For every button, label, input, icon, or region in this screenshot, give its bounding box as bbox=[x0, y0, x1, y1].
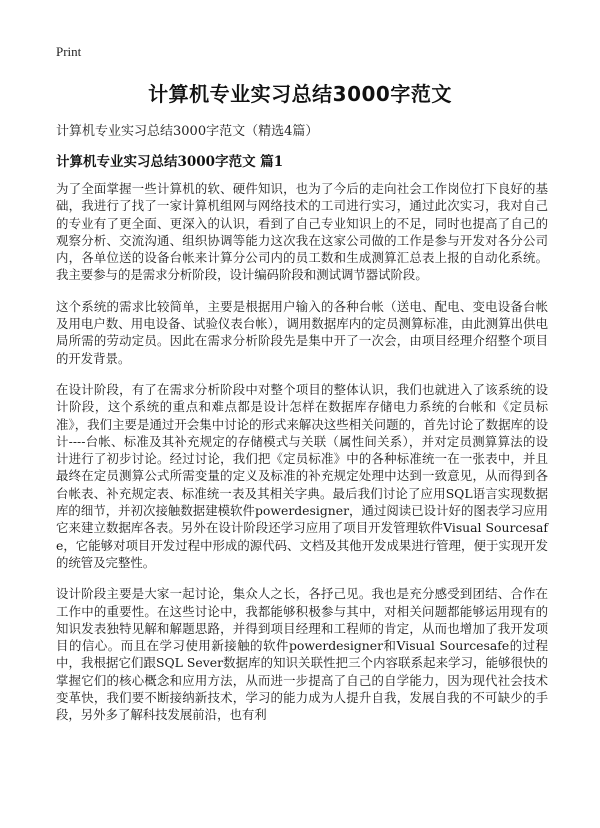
document-body bbox=[56, 180, 548, 738]
paragraph-1: 为了全面掌握一些计算机的软、硬件知识，也为了今后的走向社会工作岗位打下良好的基础，我进行了找了一家计算机组网与网络技术的工司进行实习，通过此次实习，我对自己的专业有了更全面、更深入的认识，看到了自己专业知识上的不足，同时也提高了自己的观察分析、交流沟通、组织协调等能力这次我在这家公司做的工作是参与开发对各分公司内，各单位送的设备台帐来计算分公司内的员工数和生成测算汇总表上报的自动化系统。我主要参与的是需求分析阶段，设计编码阶段和测试调节器试阶段。 bbox=[56, 181, 548, 283]
paragraph-2: 这个系统的需求比较简单，主要是根据用户输入的各种台帐（送电、配电、变电设备台帐及用电户数、用电设备、试验仪表台帐），调用数据库内的定员测算标准，由此测算出供电局所需的劳动定员。因此在需求分析阶段先是集中开了一次会，由项目经理介绍整个项目的开发背景。 bbox=[56, 298, 548, 366]
print-label: Print bbox=[56, 44, 82, 59]
document-title: 计算机专业实习总结3000字范文 bbox=[148, 82, 452, 106]
paragraph-4: 设计阶段主要是大家一起讨论，集众人之长，各抒己见。我也是充分感受到团结、合作在工作中的重要性。在这些讨论中，我都能够积极参与其中，对相关问题都能够运用现有的知识发表独特见解和解题思路，并得到项目经理和工程师的肯定，从而也增加了我开发项目的信心。而且在学习使用新接触的软件powerdesigner和Visual Sourcesafe的过程中，我根据它们跟SQL Sever数据库的知识关联性把三个内容联系起来学习，能够很快的掌握它们的核心概念和应用方法，从而进一步提高了自己的自学能力，因为现代社会技术变革快，我们要不断接纳新技术，学习的能力成为人提升自我，发展自我的不可缺少的手段，另外多了解科技发展前沿，也有利 bbox=[56, 586, 548, 723]
paragraph-3: 在设计阶段，有了在需求分析阶段中对整个项目的整体认识，我们也就进入了该系统的设计阶段，这个系统的重点和难点都是设计怎样在数据库存储电力系统的台帐和《定员标准》，我们主要是通过开会集中讨论的形式来解决这些相关问题的，首先讨论了数据库的设计----台帐、标准及其补充规定的存储模式与关联（属性间关系），并对定员测算算法的设计进行了初步讨论。经过讨论，我们把《定员标准》中的各种标准统一在一张表中，并且最终在定员测算公式所需变量的定义及标准的补充规定处理中达到一致意见，从而得到各台帐表、补充规定表、标准统一表及其相关字典。最后我们讨论了应用SQL语言实现数据库的细节，并初次接触数据建模软件powerdesigner，通过阅读已设计好的图表学习应用它来建立数据库各表。另外在设计阶段还学习应用了项目开发管理软件Visual Sourcesafe，它能够对项目开发过程中形成的源代码、文档及其他开发成果进行管理，便于实现开发的统管及完整性。 bbox=[56, 381, 548, 570]
section-heading: 计算机专业实习总结3000字范文 篇1 bbox=[56, 154, 284, 170]
document-subtitle: 计算机专业实习总结3000字范文（精选4篇） bbox=[56, 124, 319, 139]
